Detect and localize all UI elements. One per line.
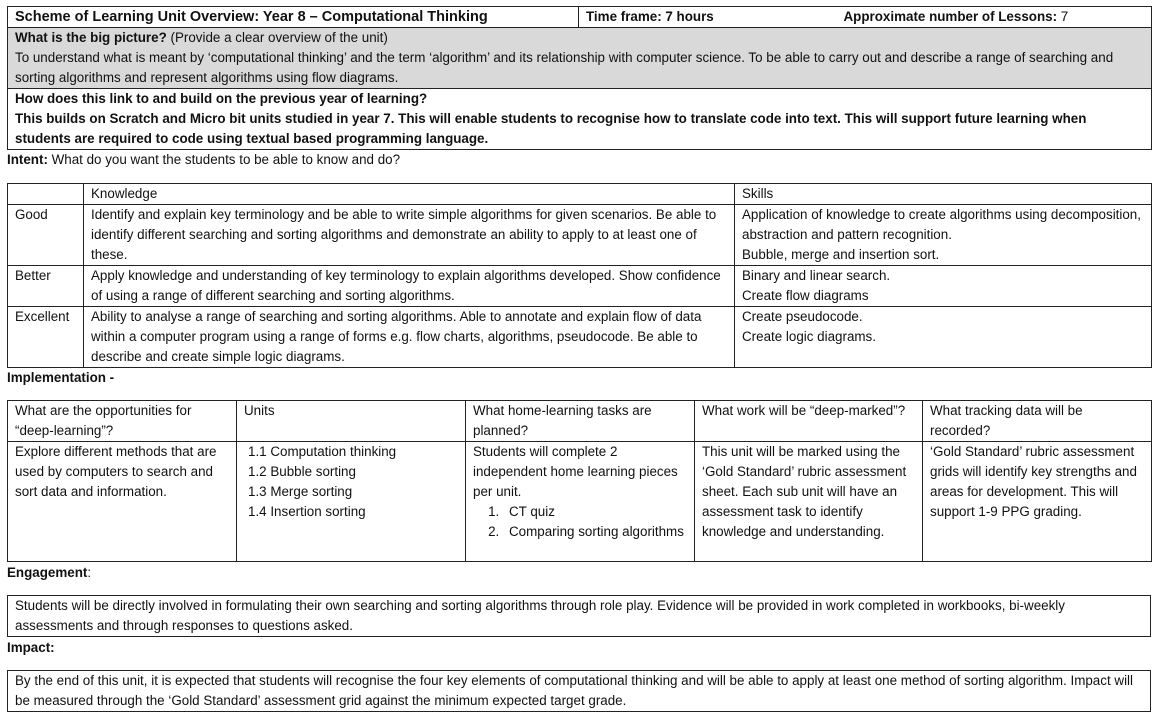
skills-cell [735,266,1152,307]
impl-header-tracking: What tracking data will be recorded? [923,401,1152,442]
unit-item: 1.4 Insertion sorting [248,504,366,519]
engagement-text: Students will be directly involved in formulating their own searching and sorting algorithms through role play. Evidence will be provided in work completed in workbooks, bi-weekly assessments and through responses to questions asked. [8,596,1151,637]
big-picture-cell [8,28,1152,89]
knowledge-cell: Identify and explain key terminology and be able to write simple algorithms for given scenarios. Be able to identify different searching and sorting algorithms and demonstrate an ability to apply to at least one of these. [84,205,735,266]
link-cell [8,89,1152,150]
impact-text: By the end of this unit, it is expected that students will recognise the four key elements of computational thinking and will be able to apply at least one method of sorting algorithm. Impact will be measured through the ‘Gold Standard’ assessment grid against the minimum expected target grade. [8,671,1151,712]
level-label: Good [8,205,84,266]
units-cell [237,442,466,562]
intent-table [7,183,1151,368]
skill-item: Application of knowledge to create algorithms using decomposition, abstraction and pattern recognition. [742,207,1141,242]
unit-item: 1.1 Computation thinking [248,444,397,459]
deep-marked-cell: This unit will be marked using the ‘Gold Standard’ rubric assessment sheet. Each sub unit will have an assessment task to identify knowledge and understanding. [695,442,923,562]
table-row [8,442,1152,562]
skill-item: Bubble, merge and insertion sort. [742,247,940,262]
tracking-cell: ‘Gold Standard’ rubric assessment grids will identify key strengths and areas for development. This will support 1-9 PPG grading. [923,442,1152,562]
home-learning-list [473,502,687,542]
unit-item: 1.2 Bubble sorting [248,464,356,479]
intent-label: Intent: [7,152,48,167]
table-row [8,205,1152,266]
link-text: This builds on Scratch and Micro bit units studied in year 7. This will enable students to recognise how to translate code into text. This will support future learning when students are required to code using textual based programming language. [15,111,1087,146]
deep-learning-cell: Explore different methods that are used by computers to search and sort data and information. [8,442,237,562]
unit-item: 1.3 Merge sorting [248,484,353,499]
skills-cell [735,307,1152,368]
impact-label: Impact: [7,640,55,655]
lessons-value: 7 [1060,9,1069,24]
table-row [8,266,1152,307]
big-picture-question: What is the big picture? [15,30,167,45]
level-label: Better [8,266,84,307]
impl-header-units: Units [237,401,466,442]
engagement-table [7,595,1151,637]
implementation-label: Implementation - [7,370,115,385]
home-learning-intro: Students will complete 2 independent home learning pieces per unit. [473,444,678,499]
implementation-table [7,400,1151,562]
table-row [8,307,1152,368]
impl-header-deep-learning: What are the opportunities for “deep-learning”? [8,401,237,442]
skill-item: Create pseudocode. [742,309,863,324]
skill-item: Create logic diagrams. [742,329,876,344]
home-learning-cell [466,442,695,562]
intent-question: What do you want the students to be able to know and do? [51,152,401,167]
intent-heading [7,150,400,170]
knowledge-cell: Ability to analyse a range of searching and sorting algorithms. Able to annotate and explain flow of data within a computer program using a range of forms e.g. flow charts, algorithms, pseudocode. Be able to describe and create simple logic diagrams. [84,307,735,368]
timeframe: Time frame: 7 hours [579,7,837,28]
list-item: 1. CT quiz [503,502,687,522]
intent-header-blank [8,184,84,205]
impact-table [7,670,1151,712]
big-picture-text: To understand what is meant by ‘computational thinking’ and the term ‘algorithm’ and its relationship with computer science. To be able to carry out and describe a range of searching and sorting algorithms and represent algorithms using flow diagrams. [15,50,1114,85]
list-item: 2. Comparing sorting algorithms [503,522,687,542]
engagement-label: Engagement [7,565,88,580]
knowledge-cell: Apply knowledge and understanding of key terminology to explain algorithms developed. Show confidence of using a range of different searching and sorting algorithms. [84,266,735,307]
unit-title: Scheme of Learning Unit Overview: Year 8 – Computational Thinking [8,7,579,28]
big-picture-hint: (Provide a clear overview of the unit) [170,30,388,45]
intent-header-skills: Skills [735,184,1152,205]
level-label: Excellent [8,307,84,368]
skill-item: Create flow diagrams [742,288,869,303]
impl-header-deep-marked: What work will be “deep-marked”? [695,401,923,442]
overview-table [7,6,1151,150]
intent-header-knowledge: Knowledge [84,184,735,205]
skill-item: Binary and linear search. [742,268,891,283]
impl-header-home-learning: What home-learning tasks are planned? [466,401,695,442]
link-question: How does this link to and build on the previous year of learning? [15,91,428,106]
lessons-count [837,7,1152,28]
engagement-heading: Engagement: [7,565,92,580]
skills-cell [735,205,1152,266]
lessons-label: Approximate number of Lessons: [843,9,1058,24]
